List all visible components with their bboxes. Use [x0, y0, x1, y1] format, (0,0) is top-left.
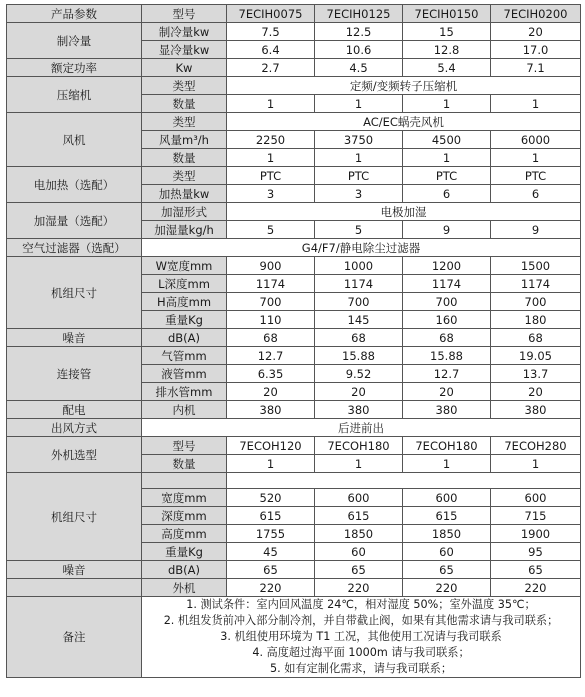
outdoor-label: 外机选型 [7, 437, 142, 473]
cell: 7ECOH180 [403, 437, 491, 455]
cell: 715 [491, 507, 581, 525]
cell: 3750 [315, 131, 403, 149]
spec-table [6, 4, 581, 678]
spec-sheet [6, 4, 580, 678]
note-line: 1. 测试条件：室内回风温度 24℃，相对湿度 50%；室外温度 35℃； [186, 598, 536, 611]
cell: 2.7 [227, 59, 315, 77]
cell: 45 [227, 543, 315, 561]
table-row [7, 401, 581, 419]
cell: 220 [403, 579, 491, 597]
header-param: 产品参数 [7, 5, 142, 23]
cell: G4/F7/静电除尘过滤器 [142, 239, 581, 257]
cell: 12.7 [227, 347, 315, 365]
row-label: H高度mm [142, 293, 227, 311]
table-row [7, 579, 581, 597]
cell: 定频/变频转子压缩机 [227, 77, 581, 95]
compressor-label: 压缩机 [7, 77, 142, 113]
row-label: 类型 [142, 77, 227, 95]
cell: PTC [227, 167, 315, 185]
row-label [142, 473, 227, 489]
cell: 68 [227, 329, 315, 347]
row-label: 类型 [142, 113, 227, 131]
row-label: 外机 [142, 579, 227, 597]
cell: 9 [491, 221, 581, 239]
row-label: 加湿量kg/h [142, 221, 227, 239]
cell: 700 [403, 293, 491, 311]
table-row [7, 77, 581, 95]
cell: 12.5 [315, 23, 403, 41]
cell: 145 [315, 311, 403, 329]
outlet-label: 出风方式 [7, 419, 142, 437]
row-label: 显冷量kw [142, 41, 227, 59]
cell: 65 [491, 561, 581, 579]
cell: 600 [315, 489, 403, 507]
cell: 20 [491, 23, 581, 41]
cell: 6.4 [227, 41, 315, 59]
cell: 900 [227, 257, 315, 275]
cell: 380 [491, 401, 581, 419]
cell: 1755 [227, 525, 315, 543]
cell: 1174 [315, 275, 403, 293]
cell: 220 [227, 579, 315, 597]
heater-label: 电加热（选配） [7, 167, 142, 203]
cell: 380 [315, 401, 403, 419]
cell: 5 [227, 221, 315, 239]
connection-label: 连接管 [7, 347, 142, 401]
cell: 700 [491, 293, 581, 311]
cell: 65 [227, 561, 315, 579]
row-label: dB(A) [142, 561, 227, 579]
outdoor-noise-label: 噪音 [7, 561, 142, 579]
table-row [7, 257, 581, 275]
cell: 700 [315, 293, 403, 311]
cell: 1 [491, 149, 581, 167]
cell: 6 [403, 185, 491, 203]
row-label: 宽度mm [142, 489, 227, 507]
cell: 1850 [315, 525, 403, 543]
row-label: 风量m³/h [142, 131, 227, 149]
cell: 600 [491, 489, 581, 507]
cell: 4500 [403, 131, 491, 149]
row-label: 气管mm [142, 347, 227, 365]
table-row [7, 239, 581, 257]
header-row [7, 5, 581, 23]
header-model-3: 7ECIH0150 [403, 5, 491, 23]
cell: 20 [403, 383, 491, 401]
cell: 12.8 [403, 41, 491, 59]
cell: 110 [227, 311, 315, 329]
cell: 1 [315, 149, 403, 167]
cell: 1174 [403, 275, 491, 293]
cell: 615 [315, 507, 403, 525]
cell: 17.0 [491, 41, 581, 59]
cell: 615 [227, 507, 315, 525]
table-row [7, 167, 581, 185]
cell: 68 [315, 329, 403, 347]
row-label: 型号 [142, 437, 227, 455]
row-label: 重量Kg [142, 543, 227, 561]
header-model-2: 7ECIH0125 [315, 5, 403, 23]
notes-row [7, 597, 581, 678]
cell: 220 [491, 579, 581, 597]
cell: 1900 [491, 525, 581, 543]
cell: 后进前出 [142, 419, 581, 437]
table-row [7, 59, 581, 77]
row-label: 数量 [142, 149, 227, 167]
cell: 6000 [491, 131, 581, 149]
cell: 15.88 [315, 347, 403, 365]
cell: 3 [227, 185, 315, 203]
cell: 220 [315, 579, 403, 597]
cell: PTC [403, 167, 491, 185]
cell: 6 [491, 185, 581, 203]
cell: 13.7 [491, 365, 581, 383]
cell: 4.5 [315, 59, 403, 77]
cell: 5 [315, 221, 403, 239]
cell: 68 [403, 329, 491, 347]
note-line: 3. 机组使用环境为 T1 工况，其他使用工况请与我司联系 [220, 630, 502, 643]
row-label: 加湿形式 [142, 203, 227, 221]
table-row [7, 23, 581, 41]
power-label: 配电 [7, 401, 142, 419]
cell: 7.1 [491, 59, 581, 77]
cell: PTC [491, 167, 581, 185]
cell: 1 [403, 149, 491, 167]
cell: 520 [227, 489, 315, 507]
cell: 15 [403, 23, 491, 41]
cell: 20 [491, 383, 581, 401]
header-model-4: 7ECIH0200 [491, 5, 581, 23]
cell: 1850 [403, 525, 491, 543]
cell: 1200 [403, 257, 491, 275]
cell: 95 [491, 543, 581, 561]
cell: 68 [491, 329, 581, 347]
cell: 380 [227, 401, 315, 419]
cell: 1 [403, 455, 491, 473]
cell: 7ECOH180 [315, 437, 403, 455]
cell: 6.35 [227, 365, 315, 383]
cell: 1500 [491, 257, 581, 275]
note-line: 5. 如有定制化需求，请与我司联系； [269, 662, 453, 675]
cell: 1 [227, 95, 315, 113]
table-row [7, 203, 581, 221]
cell: 65 [403, 561, 491, 579]
row-label: 液管mm [142, 365, 227, 383]
cell: 60 [315, 543, 403, 561]
cell: 65 [315, 561, 403, 579]
cell: 9 [403, 221, 491, 239]
row-label: W宽度mm [142, 257, 227, 275]
cell: 700 [227, 293, 315, 311]
cell: 2250 [227, 131, 315, 149]
cell: 380 [403, 401, 491, 419]
noise-label: 噪音 [7, 329, 142, 347]
unit-size-label: 机组尺寸 [7, 257, 142, 329]
cell: 1 [403, 95, 491, 113]
cell: 7ECOH280 [491, 437, 581, 455]
cell: 180 [491, 311, 581, 329]
cooling-label: 制冷量 [7, 23, 142, 59]
cell: 20 [227, 383, 315, 401]
row-label: 数量 [142, 455, 227, 473]
notes-cell [142, 597, 581, 678]
cell: 1 [315, 455, 403, 473]
cell: 1 [491, 455, 581, 473]
fan-label: 风机 [7, 113, 142, 167]
cell: 9.52 [315, 365, 403, 383]
cell: 7.5 [227, 23, 315, 41]
cell: 电极加湿 [227, 203, 581, 221]
cell: 12.7 [403, 365, 491, 383]
table-row [7, 113, 581, 131]
table-row [7, 561, 581, 579]
cell: 7ECOH120 [227, 437, 315, 455]
cell: 160 [403, 311, 491, 329]
cell: 20 [315, 383, 403, 401]
cell: AC/EC蜗壳风机 [227, 113, 581, 131]
row-label: 排水管mm [142, 383, 227, 401]
cell: 10.6 [315, 41, 403, 59]
row-label: 深度mm [142, 507, 227, 525]
cell: 5.4 [403, 59, 491, 77]
table-row [7, 437, 581, 455]
cell: 1174 [227, 275, 315, 293]
cell: 1174 [491, 275, 581, 293]
cell: 1 [227, 149, 315, 167]
notes-label: 备注 [7, 597, 142, 678]
humidifier-label: 加湿量（选配） [7, 203, 142, 239]
row-label: 数量 [142, 95, 227, 113]
cell: 15.88 [403, 347, 491, 365]
header-model: 型号 [142, 5, 227, 23]
row-label: 高度mm [142, 525, 227, 543]
rated-power-label: 额定功率 [7, 59, 142, 77]
cell: 3 [315, 185, 403, 203]
note-line: 4. 高度超过海平面 1000m 请与我司联系； [252, 646, 470, 659]
cell: PTC [315, 167, 403, 185]
row-label: 内机 [142, 401, 227, 419]
row-label: 类型 [142, 167, 227, 185]
row-label: Kw [142, 59, 227, 77]
cell: 615 [403, 507, 491, 525]
row-label: dB(A) [142, 329, 227, 347]
table-row [7, 419, 581, 437]
cell: 60 [403, 543, 491, 561]
cell: 1000 [315, 257, 403, 275]
outdoor-power-label [7, 579, 142, 597]
cell: 1 [491, 95, 581, 113]
cell: 1 [315, 95, 403, 113]
table-row [7, 329, 581, 347]
cell: 19.05 [491, 347, 581, 365]
outdoor-size-label: 机组尺寸 [7, 473, 142, 561]
cell: 1 [227, 455, 315, 473]
cell: 600 [403, 489, 491, 507]
note-line: 2. 机组发货前冲入部分制冷剂，并自带截止阀，如果有其他需求请与我司联系； [163, 614, 559, 627]
header-model-1: 7ECIH0075 [227, 5, 315, 23]
row-label: 制冷量kw [142, 23, 227, 41]
table-row [7, 347, 581, 365]
row-label: L深度mm [142, 275, 227, 293]
row-label: 加热量kw [142, 185, 227, 203]
row-label: 重量Kg [142, 311, 227, 329]
air-filter-label: 空气过滤器（选配） [7, 239, 142, 257]
table-row [7, 473, 581, 489]
cell [227, 473, 581, 489]
